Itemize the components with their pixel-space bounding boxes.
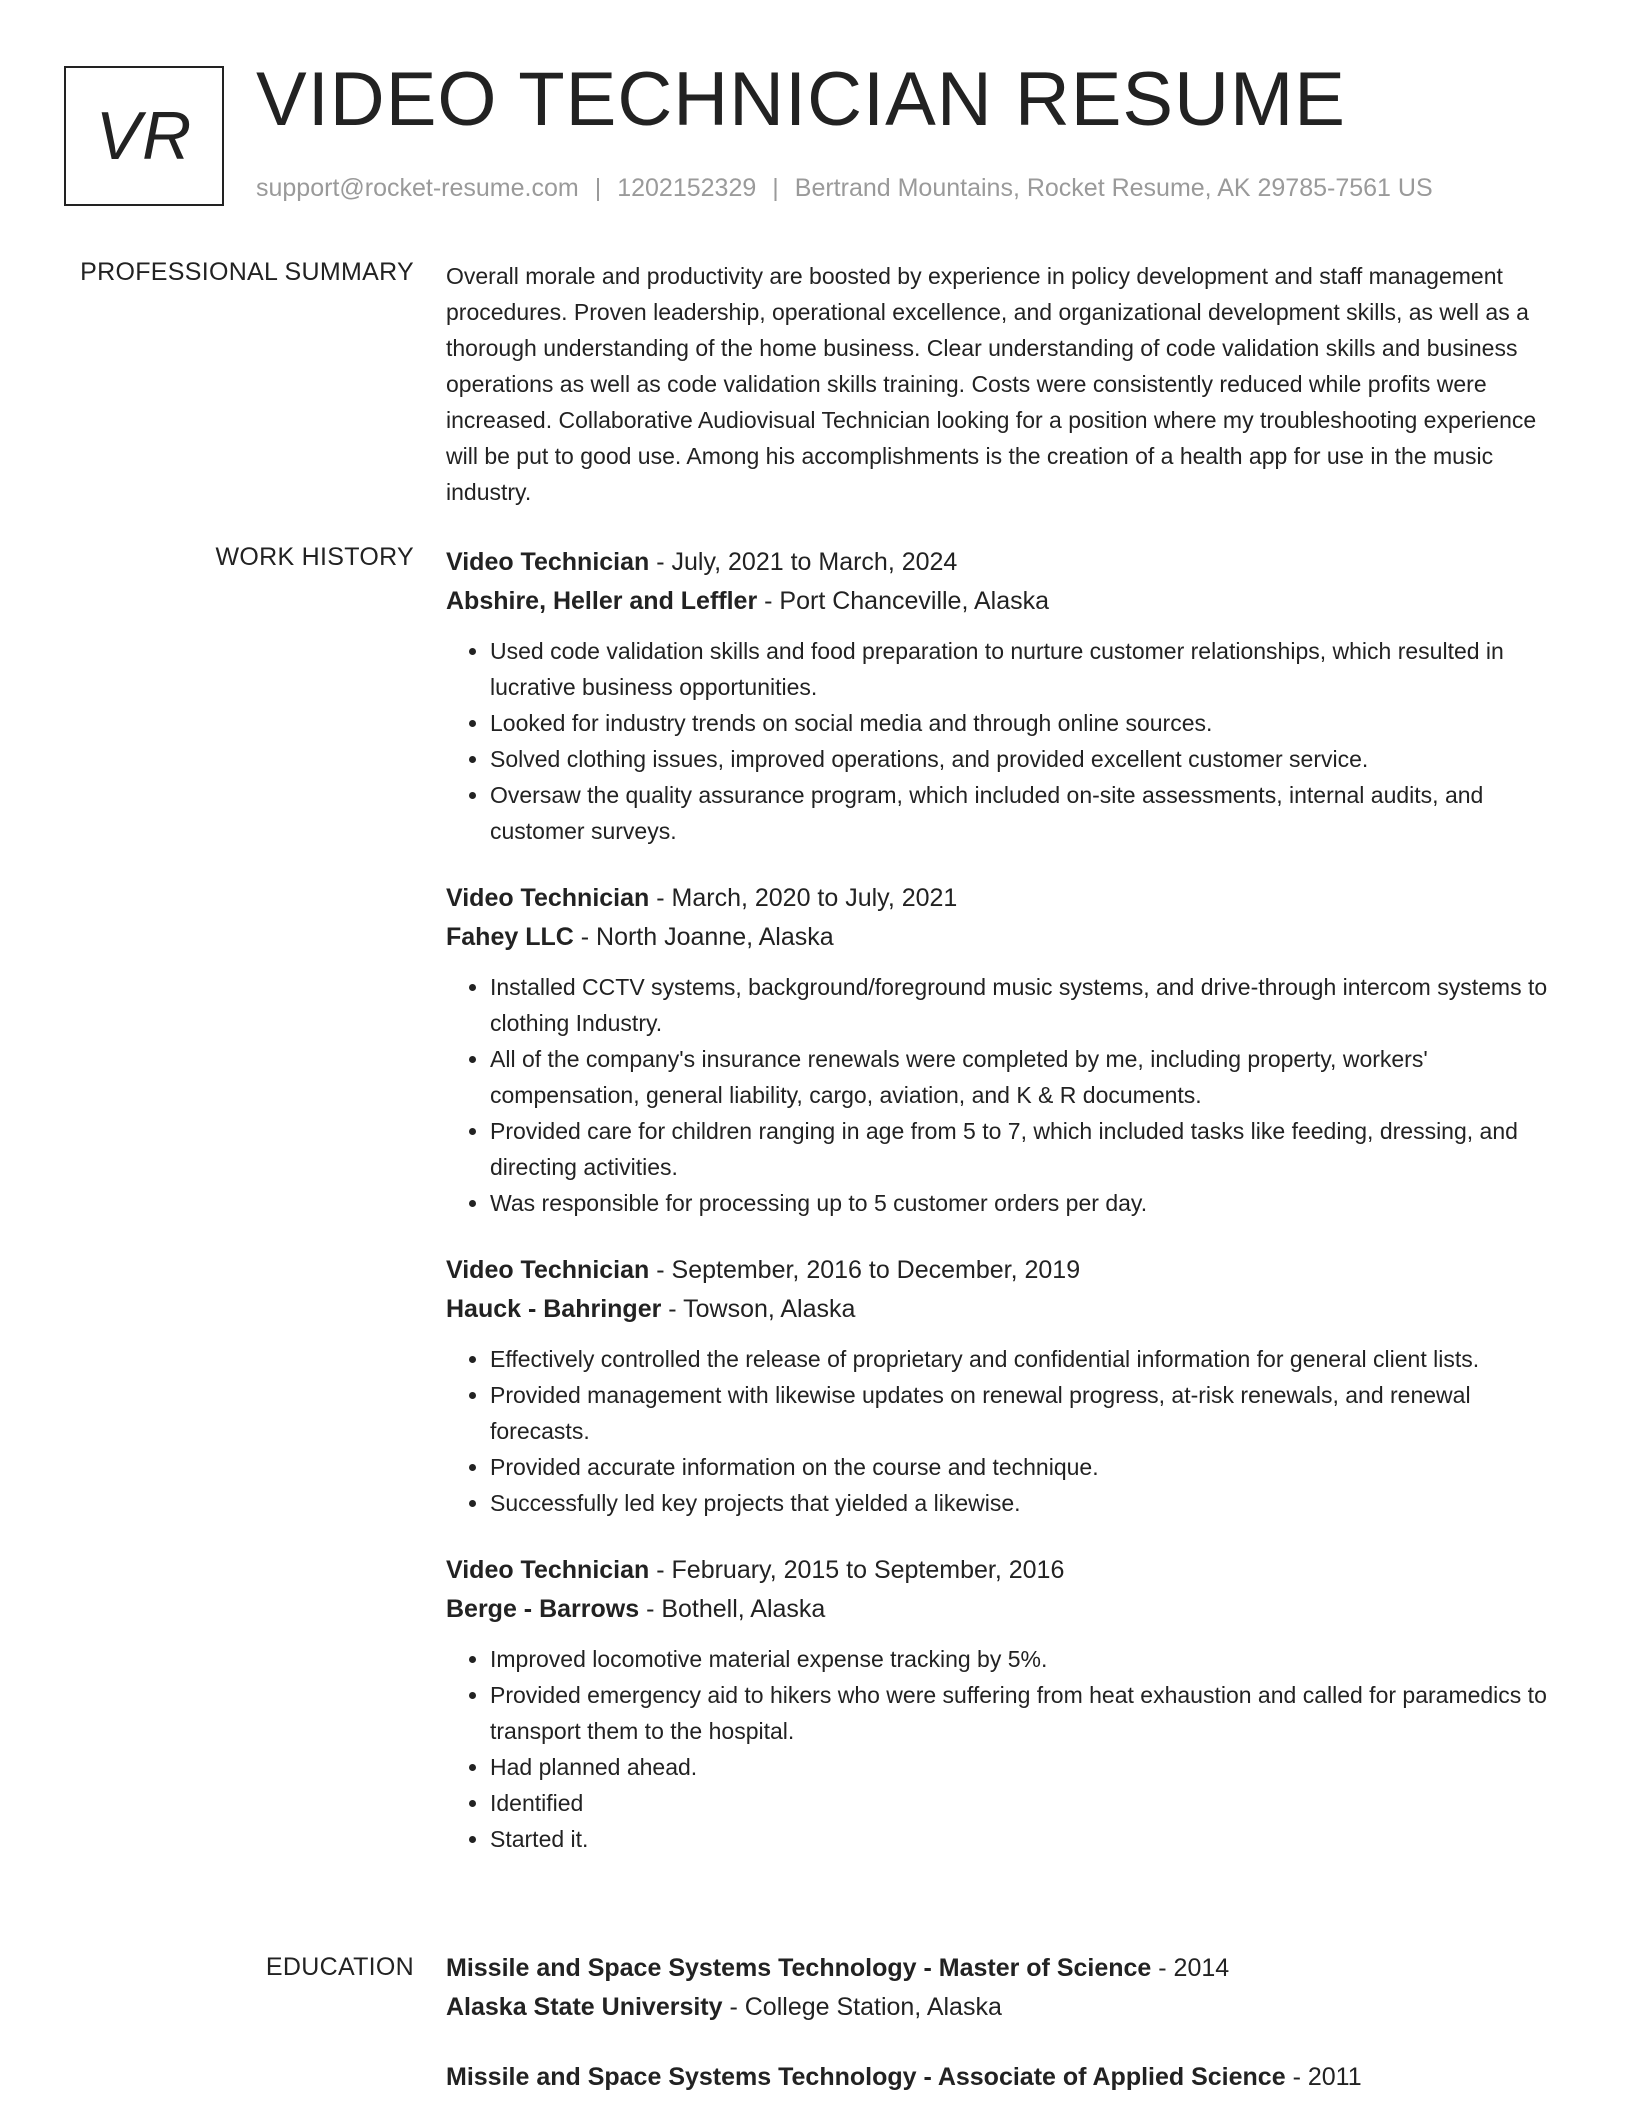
contact-separator: | bbox=[594, 174, 602, 202]
job-bullet: • Solved clothing issues, improved operations, and provided excellent customer service. bbox=[490, 741, 1561, 777]
education-degree: Missile and Space Systems Technology - Associate of Applied Science bbox=[446, 2063, 1286, 2091]
job-company-line bbox=[446, 918, 1561, 957]
education-body bbox=[446, 1949, 1561, 2097]
job-bullet: • Provided management with likewise updates on renewal progress, at-risk renewals, and renewal forecasts. bbox=[490, 1377, 1561, 1449]
job-company-line bbox=[446, 1590, 1561, 1629]
education-year: - 2011 bbox=[1285, 2063, 1362, 2091]
job-bullet: • Was responsible for processing up to 5 customer orders per day. bbox=[490, 1185, 1561, 1221]
job-title: Video Technician bbox=[446, 1556, 650, 1584]
job-bullet: • All of the company's insurance renewals were completed by me, including property, workers' compensation, general liability, cargo, aviation, and K & R documents. bbox=[490, 1041, 1561, 1113]
phone-number: 1202152329 bbox=[617, 174, 757, 202]
job-bullets bbox=[446, 1341, 1561, 1521]
job-bullet: • Had planned ahead. bbox=[490, 1749, 1561, 1785]
job-bullets bbox=[446, 633, 1561, 849]
job-bullet: • Identified bbox=[490, 1785, 1561, 1821]
education-year: - 2014 bbox=[1151, 1954, 1230, 1982]
job-location: - Towson, Alaska bbox=[661, 1295, 856, 1323]
job-bullet: • Provided emergency aid to hikers who were suffering from heat exhaustion and called for paramedics to transport them to the hospital. bbox=[490, 1677, 1561, 1749]
job-bullet: • Successfully led key projects that yielded a likewise. bbox=[490, 1485, 1561, 1521]
summary-body bbox=[446, 258, 1561, 510]
contact-line bbox=[256, 174, 1433, 203]
monogram-logo: VR bbox=[64, 66, 224, 206]
job-bullet: • Improved locomotive material expense tracking by 5%. bbox=[490, 1641, 1561, 1677]
education-school: Alaska State University bbox=[446, 1993, 723, 2021]
job-bullets bbox=[446, 1641, 1561, 1857]
job-title: Video Technician bbox=[446, 884, 650, 912]
education-location: - College Station, Alaska bbox=[722, 1993, 1002, 2021]
job-company: Fahey LLC bbox=[446, 923, 574, 951]
job-company: Abshire, Heller and Leffler bbox=[446, 587, 758, 615]
job-bullet: • Installed CCTV systems, background/foreground music systems, and drive-through intercom systems to clothing Industry. bbox=[490, 969, 1561, 1041]
job-title: Video Technician bbox=[446, 1256, 650, 1284]
education-degree-line bbox=[446, 2058, 1561, 2097]
job-dates: - March, 2020 to July, 2021 bbox=[649, 884, 958, 912]
summary-text: Overall morale and productivity are boosted by experience in policy development and staff management procedures. Proven leadership, operational excellence, and organizational development skills, as well as a thorough understanding of the home business. Clear understanding of code validation skills and business operations as well as code validation skills training. Costs were consistently reduced while profits were increased. Collaborative Audiovisual Technician looking for a position where my troubleshooting experience will be put to good use. Among his accomplishments is the creation of a health app for use in the music industry. bbox=[446, 263, 1537, 505]
section-label-work-history: WORK HISTORY bbox=[215, 543, 414, 571]
job-title-line bbox=[446, 1251, 1561, 1290]
job-dates: - July, 2021 to March, 2024 bbox=[649, 548, 958, 576]
section-label-education: EDUCATION bbox=[265, 1953, 414, 1981]
work-history-body bbox=[446, 543, 1561, 1857]
job-location: - Bothell, Alaska bbox=[639, 1595, 826, 1623]
job-bullet: • Effectively controlled the release of proprietary and confidential information for general client lists. bbox=[490, 1341, 1561, 1377]
section-label-summary: PROFESSIONAL SUMMARY bbox=[80, 258, 414, 286]
job-dates: - September, 2016 to December, 2019 bbox=[649, 1256, 1081, 1284]
job-bullet: • Started it. bbox=[490, 1821, 1561, 1857]
job-dates: - February, 2015 to September, 2016 bbox=[649, 1556, 1065, 1584]
job-bullet: • Provided care for children ranging in age from 5 to 7, which included tasks like feeding, dressing, and directing activities. bbox=[490, 1113, 1561, 1185]
resume-title: VIDEO TECHNICIAN RESUME bbox=[256, 57, 1346, 142]
job-title-line bbox=[446, 1551, 1561, 1590]
job-entry bbox=[446, 1551, 1561, 1857]
job-entry bbox=[446, 543, 1561, 849]
job-bullet: • Looked for industry trends on social media and through online sources. bbox=[490, 705, 1561, 741]
email-link[interactable]: support@rocket-resume.com bbox=[256, 174, 579, 202]
job-company-line bbox=[446, 1290, 1561, 1329]
job-company-line bbox=[446, 582, 1561, 621]
job-company: Hauck - Bahringer bbox=[446, 1295, 662, 1323]
job-bullets bbox=[446, 969, 1561, 1221]
job-location: - Port Chanceville, Alaska bbox=[757, 587, 1049, 615]
job-location: - North Joanne, Alaska bbox=[573, 923, 834, 951]
education-school-line bbox=[446, 1988, 1561, 2027]
job-entry bbox=[446, 1251, 1561, 1521]
job-bullet: • Oversaw the quality assurance program, which included on-site assessments, internal audits, and customer surveys. bbox=[490, 777, 1561, 849]
job-title: Video Technician bbox=[446, 548, 650, 576]
job-title-line bbox=[446, 879, 1561, 918]
job-title-line bbox=[446, 543, 1561, 582]
contact-separator: | bbox=[772, 174, 779, 202]
job-bullet: • Used code validation skills and food preparation to nurture customer relationships, which resulted in lucrative business opportunities. bbox=[490, 633, 1561, 705]
address: Bertrand Mountains, Rocket Resume, AK 29785-7561 US bbox=[794, 174, 1433, 202]
job-entry bbox=[446, 879, 1561, 1221]
job-company: Berge - Barrows bbox=[446, 1595, 640, 1623]
job-bullet: • Provided accurate information on the course and technique. bbox=[490, 1449, 1561, 1485]
education-degree-line bbox=[446, 1949, 1561, 1988]
education-degree: Missile and Space Systems Technology - Master of Science bbox=[446, 1954, 1152, 1982]
